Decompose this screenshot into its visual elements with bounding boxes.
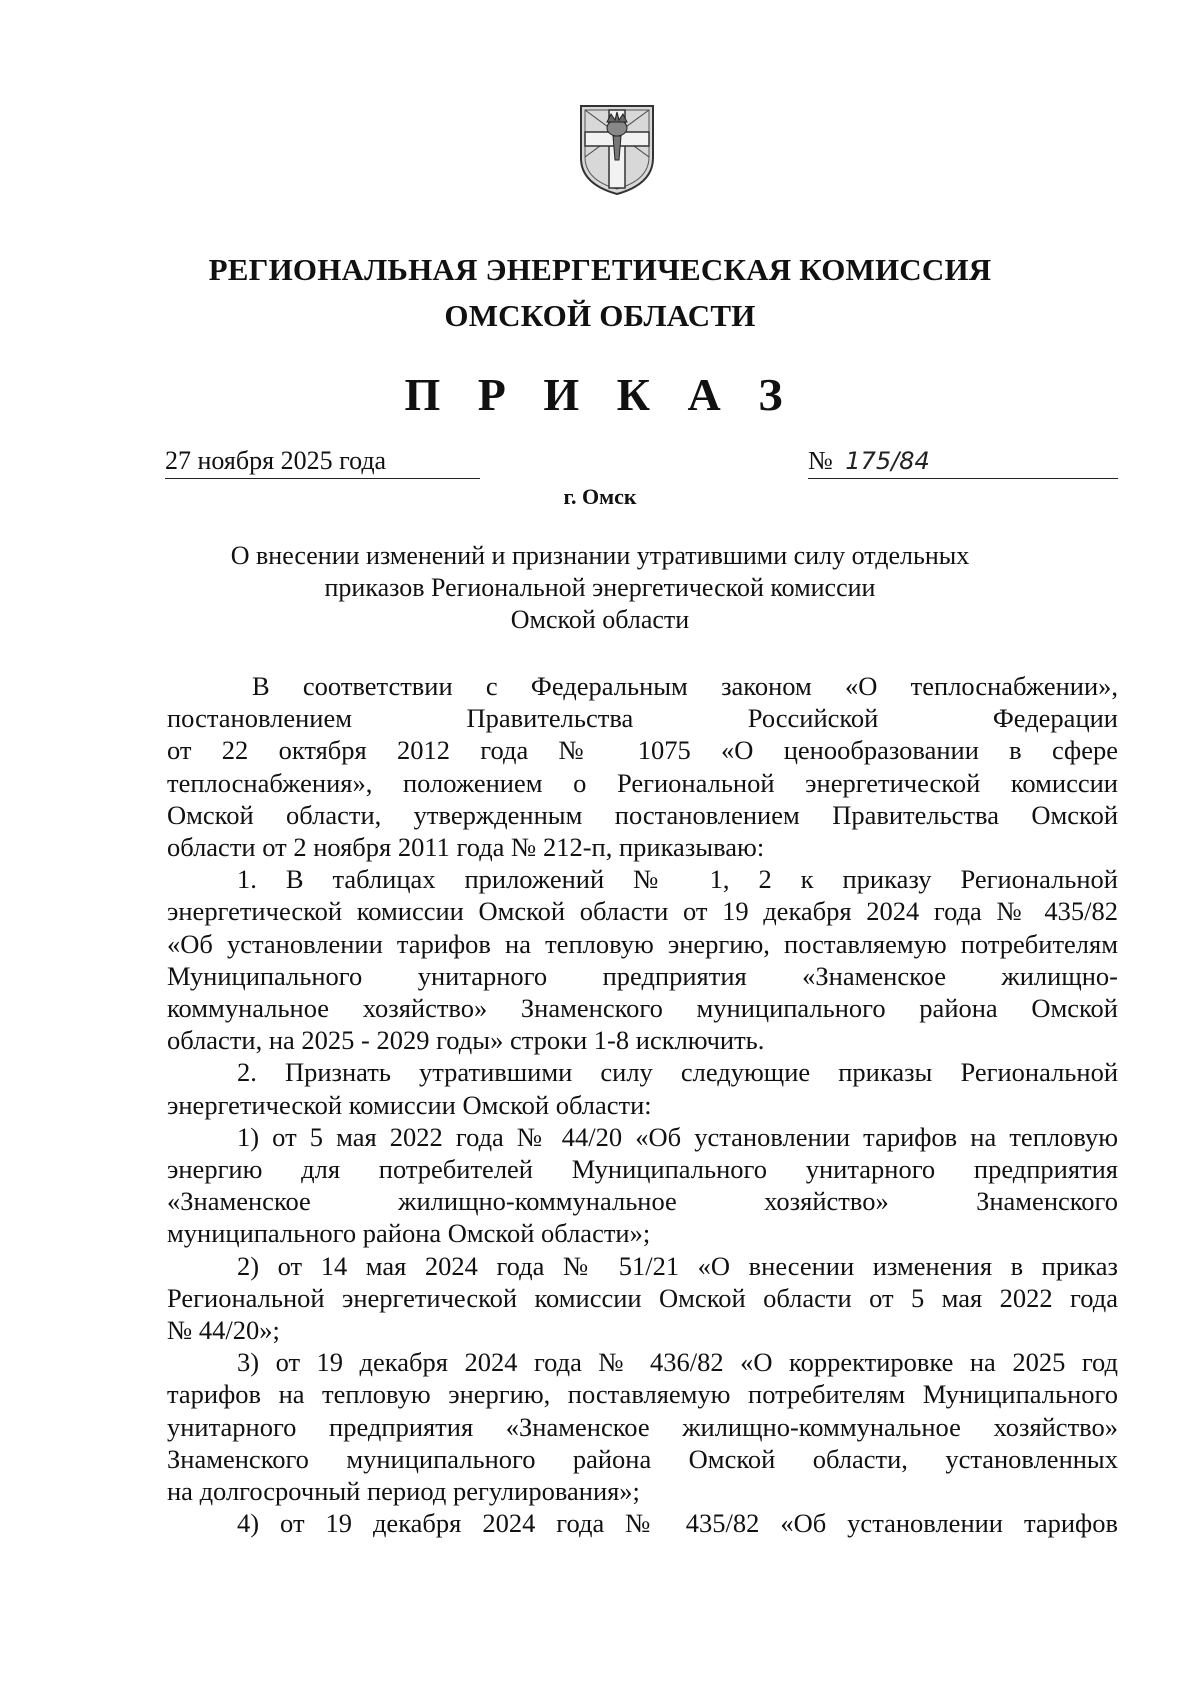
item-1-paragraph [167, 863, 1118, 1056]
text-line: области от 2 ноября 2011 года № 212-п, приказываю: [167, 832, 765, 863]
text-line: 2. Признать утратившими силу следующие приказы Региональной [237, 1057, 1118, 1088]
subitem-1-paragraph [167, 1121, 1118, 1250]
text-line: «Знаменское жилищно-коммунальное хозяйство» Знаменского [167, 1186, 1118, 1217]
text-line: Региональной энергетической комиссии Омской области от 5 мая 2022 года [167, 1282, 1118, 1313]
text-line: энергию для потребителей Муниципального унитарного предприятия [167, 1154, 1118, 1185]
text-line: от 22 октября 2012 года № 1075 «О ценообразовании в сфере [167, 735, 1118, 766]
document-type-title: П Р И К А З [404, 369, 796, 420]
subitem-3-paragraph [167, 1346, 1118, 1507]
text-line: области, на 2025 - 2029 годы» строки 1-8 исключить. [167, 1025, 765, 1056]
text-line: 2) от 14 мая 2024 года № 51/21 «О внесении изменения в приказ [237, 1250, 1118, 1281]
document-body [167, 670, 1118, 1539]
text-line: на долгосрочный период регулирования»; [167, 1476, 640, 1507]
text-line: Муниципального унитарного предприятия «Знаменское жилищно- [167, 960, 1118, 991]
number-sign: № [808, 446, 833, 475]
org-name-line2: ОМСКОЙ ОБЛАСТИ [444, 298, 756, 333]
text-line: унитарного предприятия «Знаменское жилищно-коммунальное хозяйство» [167, 1411, 1118, 1442]
subject-line: Омской области [510, 605, 690, 634]
intro-paragraph [167, 670, 1118, 863]
item-2-paragraph [167, 1056, 1118, 1120]
text-line: энергетической комиссии Омской области: [167, 1089, 652, 1120]
text-line: 1. В таблицах приложений № 1, 2 к приказу Региональной [237, 864, 1118, 895]
text-line: № 44/20»; [167, 1315, 280, 1346]
text-line: «Об установлении тарифов на тепловую энергию, поставляемую потребителям [167, 928, 1118, 959]
text-line: тарифов на тепловую энергию, поставляемую потребителям Муниципального [167, 1379, 1118, 1410]
text-line: 4) от 19 декабря 2024 года № 435/82 «Об установлении тарифов [237, 1508, 1118, 1539]
document-number [808, 446, 1118, 479]
document-date: 27 ноября 2025 года [165, 446, 480, 479]
text-line: Знаменского муниципального района Омской области, установленных [167, 1443, 1118, 1474]
text-line: муниципального района Омской области»; [167, 1218, 651, 1249]
text-line: постановлением Правительства Российской Федерации [167, 703, 1118, 734]
subitem-2-paragraph [167, 1250, 1118, 1347]
handwritten-number: 175/84 [845, 447, 930, 475]
document-subject [200, 540, 1000, 636]
text-line: энергетической комиссии Омской области от 19 декабря 2024 года № 435/82 [167, 896, 1118, 927]
text-line: В соответствии с Федеральным законом «О теплоснабжении», [252, 671, 1118, 701]
subject-line: приказов Региональной энергетической комиссии [324, 573, 876, 602]
text-line: 3) от 19 декабря 2024 года № 436/82 «О корректировке на 2025 год [237, 1347, 1118, 1378]
text-line: Омской области, утвержденным постановлением Правительства Омской [167, 799, 1118, 830]
org-name-line1: РЕГИОНАЛЬНАЯ ЭНЕРГЕТИЧЕСКАЯ КОМИССИЯ [208, 252, 992, 287]
city: г. Омск [563, 484, 637, 509]
coat-of-arms-icon [577, 100, 657, 196]
subject-line: О внесении изменений и признании утратившими силу отдельных [230, 541, 970, 570]
text-line: теплоснабжения», положением о Региональной энергетической комиссии [167, 767, 1118, 798]
text-line: коммунальное хозяйство» Знаменского муниципального района Омской [167, 993, 1118, 1024]
subitem-4-paragraph [167, 1507, 1118, 1539]
text-line: 1) от 5 мая 2022 года № 44/20 «Об установлении тарифов на тепловую [237, 1121, 1118, 1152]
